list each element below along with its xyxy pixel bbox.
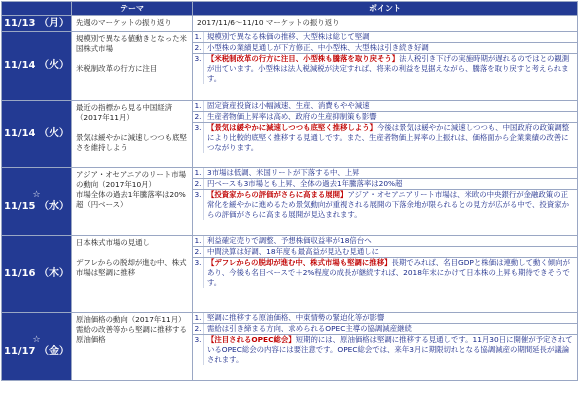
point-text: 生産者物価上昇率は高め、政府の生産抑制策も影響 — [203, 112, 577, 122]
point-body — [203, 123, 577, 153]
point-number: 3. — [193, 258, 203, 288]
point-number: 2. — [194, 179, 202, 188]
topic-link[interactable]: アジア・オセアニアのリート市場の動向（2017年10月） — [76, 170, 186, 189]
schedule-table-container — [1, 1, 577, 409]
date-label: 11/14 （火） — [4, 60, 69, 71]
point-number: 2. — [194, 324, 202, 333]
point-body — [203, 190, 577, 220]
date-header — [2, 2, 72, 16]
topic-cell[interactable] — [72, 16, 193, 32]
new-star-icon: ☆ — [32, 334, 41, 345]
topic-subtitle: 市場全体の過去1年騰落率は20%超（円ベース） — [76, 190, 186, 209]
new-star-icon: ☆ — [32, 189, 41, 200]
date-cell — [2, 101, 72, 168]
points-cell — [193, 16, 578, 32]
date-cell — [2, 236, 72, 313]
date-cell — [2, 313, 72, 381]
point-number: 3. — [193, 123, 203, 153]
point-text: 短期的には、原油価格は堅調に推移する見通しです。11月30日に開催が予定されているOPEC総会の内容には要注意です。OPEC総会では、来年3月に期限切れとなる協調減産の期間延長が議論されます。 — [207, 335, 573, 364]
point-number: 3. — [193, 54, 203, 84]
point-text: 小型株の業績見通しが下方修正、中小型株、大型株は引き続き好調 — [203, 43, 577, 53]
date-label: 11/14 （火） — [4, 128, 69, 139]
table-row — [2, 32, 578, 101]
topic-cell[interactable] — [72, 313, 193, 381]
point-text: 堅調に推移する原油価格、中東情勢の緊迫化等が影響 — [203, 313, 577, 323]
points-cell — [193, 101, 578, 168]
point-item — [193, 43, 577, 54]
date-label: 11/16 （木） — [4, 268, 69, 279]
topic-link[interactable]: 原油価格の動向（2017年11月） — [76, 315, 186, 324]
points-cell — [193, 32, 578, 101]
point-number: 1. — [194, 236, 202, 245]
point-text: 法人税引き下げの実施時期が遅れるのではとの観測が出ています。小型株は法人税減税が決定すれば、将来の利益を見据えながら、騰落を取り戻すと考えられます。 — [207, 54, 570, 83]
point-text: 3市場は低調、米国リートが下落する中、上昇 — [203, 168, 577, 178]
point-highlight: 【米税制改革の行方に注目、小型株も騰落を取り戻そう】 — [207, 54, 400, 63]
point-highlight: 【デフレからの脱却が進む中、株式市場も堅調に推移】 — [207, 258, 392, 267]
topic-link[interactable]: 規模別で異なる値動きとなった米国株式市場 — [76, 34, 187, 53]
table-row — [2, 236, 578, 313]
point-item — [193, 236, 577, 247]
point-text: 今後は景気は緩やかに減速しつつも、中国政府の政策調整により比較的底堅く推移する見通しです。また、生産者物価上昇率の上振れは、価格面から企業業績の改善につながります。 — [207, 123, 570, 152]
table-row — [2, 101, 578, 168]
point-item — [193, 179, 577, 190]
report-schedule-table — [1, 1, 578, 381]
point-item — [193, 168, 577, 179]
point-text: 需給は引き締まる方向、求められるOPEC主導の協調減産継続 — [203, 324, 577, 334]
point-item — [193, 324, 577, 335]
point-body — [203, 54, 577, 84]
point-text: 円ベースも3市場とも上昇、全体の過去1年騰落率は20%超 — [203, 179, 577, 189]
point-item — [193, 54, 577, 84]
point-item — [193, 190, 577, 220]
topic-subtitle: 需給の改善等から堅調に推移する原油価格 — [76, 325, 187, 344]
point-item — [193, 258, 577, 288]
table-row — [2, 313, 578, 381]
points-header: ポイント — [193, 2, 578, 16]
table-header-row — [2, 2, 578, 16]
point-number: 2. — [194, 112, 202, 121]
topic-cell[interactable] — [72, 236, 193, 313]
point-text: 長期でみれば、名目GDPと株価は連動して動く傾向があり、今後も名目ベースで＋2%程度の成長が継続すれば、2018年末にかけて日本株の上昇も期待できそうです。 — [207, 258, 570, 287]
point-item — [193, 112, 577, 123]
topic-cell[interactable] — [72, 32, 193, 101]
point-text: 固定資産投資は小幅減速、生産、消費もやや減速 — [203, 101, 577, 111]
topic-subtitle: デフレからの脱却が進む中、株式市場は堅調に推移 — [76, 258, 187, 277]
point-item — [193, 123, 577, 153]
point-number: 1. — [194, 168, 202, 177]
point-item — [193, 32, 577, 43]
topic-link[interactable]: 日本株式市場の見通し — [76, 238, 150, 247]
point-number: 3. — [193, 335, 203, 365]
point-item — [193, 335, 577, 365]
theme-header: テーマ — [72, 2, 193, 16]
point-text: アジア・オセアニアリート市場は、米欧の中央銀行が金融政策の正常化を緩やかに進めるため景気動向が重視される展開の下落余地が限られるとの見方が広がる中で、投資家からの評価がさらに高まる展開が見込まれます。 — [207, 190, 569, 219]
point-number: 2. — [194, 43, 202, 52]
topic-link[interactable]: 最近の指標から見る中国経済（2017年11月） — [76, 103, 173, 122]
date-cell — [2, 168, 72, 236]
date-label: 11/13 （月） — [4, 17, 69, 29]
date-label: 11/15 （水） — [4, 200, 69, 212]
point-highlight: 【景気は緩やかに減速しつつも底堅く推移しよう】 — [207, 123, 377, 132]
point-number: 2. — [194, 247, 202, 256]
point-text: 利益確定売りで調整、予想株価収益率が18倍台へ — [203, 236, 577, 246]
table-row — [2, 16, 578, 32]
point-text: 中間決算は好調、18年度も最高益が見込む見通しに — [203, 247, 577, 257]
point-text: 2017/11/6～11/10 マーケットの振り返り — [197, 18, 340, 27]
point-item — [193, 247, 577, 258]
topic-cell[interactable] — [72, 168, 193, 236]
point-number: 3. — [193, 190, 203, 220]
point-body — [203, 335, 577, 365]
points-cell — [193, 236, 578, 313]
point-body — [203, 258, 577, 288]
points-cell — [193, 313, 578, 381]
topic-link[interactable]: 先週のマーケットの振り返り — [76, 18, 172, 27]
points-cell — [193, 168, 578, 236]
point-item — [193, 101, 577, 112]
point-number: 1. — [194, 313, 202, 322]
topic-subtitle: 景気は緩やかに減速しつつも底堅さを維持しよう — [76, 133, 187, 152]
topic-subtitle: 米税制改革の行方に注目 — [76, 64, 158, 73]
point-number: 1. — [194, 101, 202, 110]
date-label: 11/17 （金） — [4, 345, 69, 357]
topic-cell[interactable] — [72, 101, 193, 168]
point-text: 規模別で異なる株価の推移、大型株は総じて堅調 — [203, 32, 577, 42]
point-item — [193, 313, 577, 324]
point-highlight: 【投資家からの評価がさらに高まる展開】 — [207, 190, 348, 199]
date-cell — [2, 16, 72, 32]
point-highlight: 【注目されるOPEC総会】 — [207, 335, 296, 344]
table-row — [2, 168, 578, 236]
point-number: 1. — [194, 32, 202, 41]
date-cell — [2, 32, 72, 101]
